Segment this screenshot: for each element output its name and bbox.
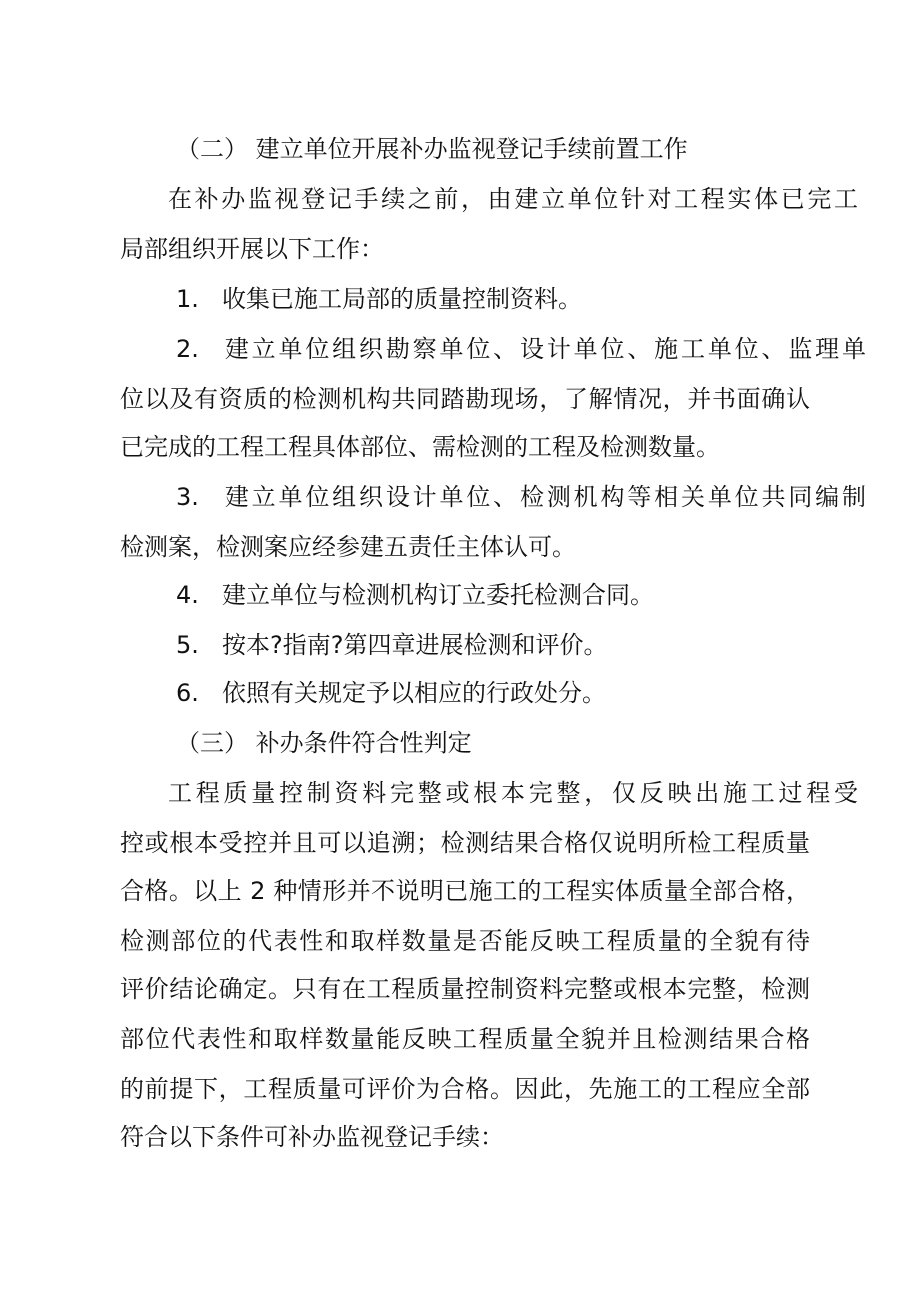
list-item-3-line-2: 检测案，检测案应经参建五责任主体认可。 (120, 533, 576, 561)
list-item-number: 1. (176, 285, 199, 313)
section-3-body-line-1: 工程质量控制资料完整或根本完整，仅反映出施工过程受 (168, 779, 858, 807)
list-item-5 (176, 628, 866, 662)
intro-line-2: 局部组织开展以下工作： (120, 235, 384, 263)
section-3-heading: （三） 补办条件符合性判定 (176, 729, 472, 757)
list-item-number: 4. (176, 581, 199, 609)
section-3-body-line-8: 符合以下条件可补办监视登记手续： (120, 1123, 504, 1151)
list-item-3 (176, 480, 866, 514)
list-item-text: 依照有关规定予以相应的行政处分。 (222, 679, 606, 707)
list-item-6 (176, 676, 866, 710)
list-item-2-line-2: 位以及有资质的检测机构共同踏勘现场，了解情况，并书面确认 (120, 385, 810, 413)
section-3-body-line-7: 的前提下，工程质量可评价为合格。因此，先施工的工程应全部 (120, 1075, 810, 1103)
list-item-text: 建立单位组织勘察单位、设计单位、施工单位、监理单 (222, 335, 866, 363)
section-3-body-line-6: 部位代表性和取样数量能反映工程质量全貌并且检测结果合格 (120, 1025, 810, 1053)
list-item-1 (176, 282, 866, 316)
section-3-body-line-5: 评价结论确定。只有在工程质量控制资料完整或根本完整，检测 (120, 975, 810, 1003)
section-3-body-line-3: 合格。以上 2 种情形并不说明已施工的工程实体质量全部合格， (120, 877, 810, 905)
list-item-text: 建立单位组织设计单位、检测机构等相关单位共同编制 (222, 483, 866, 511)
list-item-number: 6. (176, 679, 199, 707)
section-3-body-line-2: 控或根本受控并且可以追溯；检测结果合格仅说明所检工程质量 (120, 829, 810, 857)
list-item-number: 2. (176, 335, 199, 363)
section-2-heading: （二） 建立单位开展补办监视登记手续前置工作 (176, 135, 688, 163)
intro-line-1: 在补办监视登记手续之前，由建立单位针对工程实体已完工 (168, 185, 858, 213)
list-item-text: 收集已施工局部的质量控制资料。 (222, 285, 582, 313)
list-item-number: 5. (176, 631, 199, 659)
list-item-text: 按本?指南?第四章进展检测和评价。 (222, 631, 608, 659)
section-3-body-line-4: 检测部位的代表性和取样数量是否能反映工程质量的全貌有待 (120, 927, 810, 955)
list-item-2 (176, 332, 866, 366)
list-item-4 (176, 578, 866, 612)
list-item-text: 建立单位与检测机构订立委托检测合同。 (222, 581, 654, 609)
list-item-number: 3. (176, 483, 199, 511)
list-item-2-line-3: 已完成的工程工程具体部位、需检测的工程及检测数量。 (120, 433, 720, 461)
